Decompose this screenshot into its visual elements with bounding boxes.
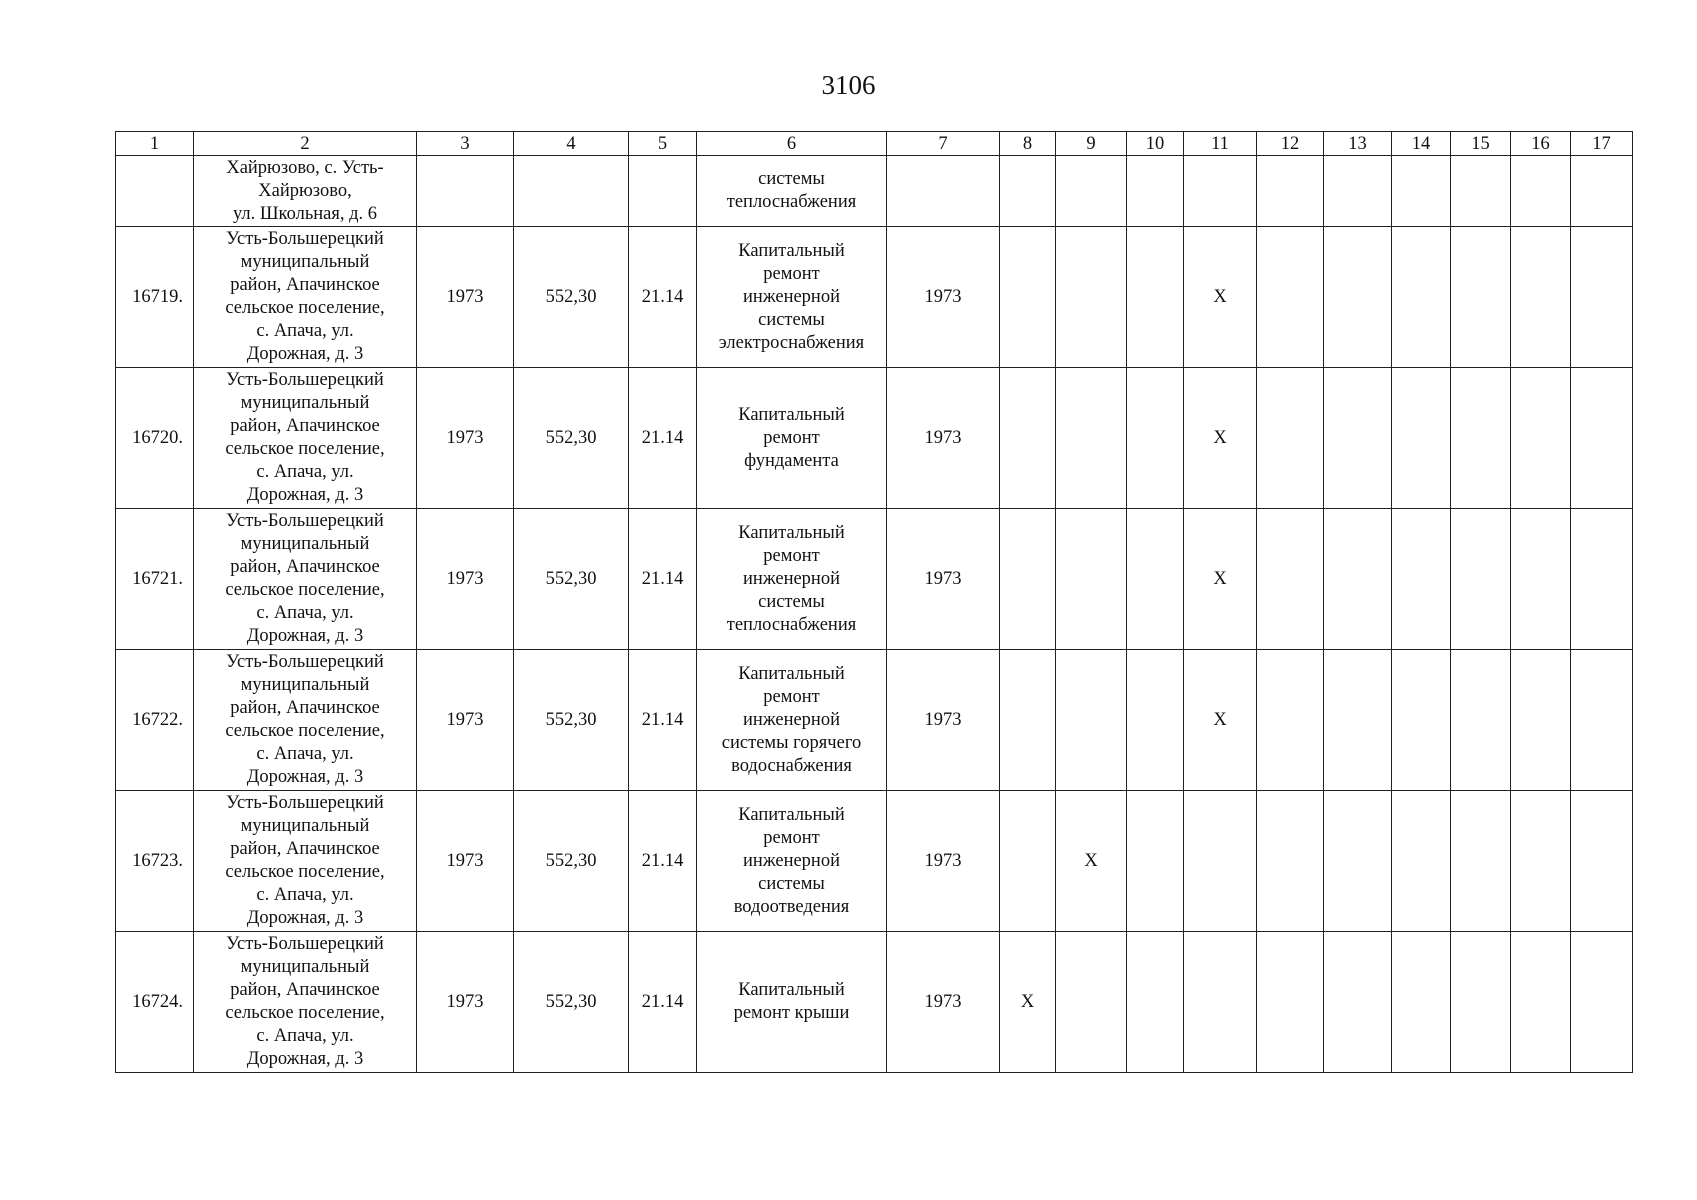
cell-area: 552,30 (514, 791, 629, 932)
cell-empty (1392, 156, 1451, 227)
cell-empty (1324, 650, 1392, 791)
cell-mark: X (1184, 227, 1257, 368)
cell-year: 1973 (417, 368, 514, 509)
cell-empty (1511, 932, 1571, 1073)
cell-empty (1571, 650, 1633, 791)
header-cell: 6 (697, 132, 887, 156)
cell-year (417, 156, 514, 227)
cell-empty (1056, 650, 1127, 791)
cell-empty (1056, 509, 1127, 650)
cell-empty (1511, 650, 1571, 791)
cell-address: Усть-Большерецкий муниципальный район, Апачинское сельское поселение, с. Апача, ул. Дорожная, д. 3 (194, 791, 417, 932)
header-cell: 8 (1000, 132, 1056, 156)
cell-year-2: 1973 (887, 932, 1000, 1073)
cell-empty (1056, 932, 1127, 1073)
cell-empty (1000, 156, 1056, 227)
header-cell: 13 (1324, 132, 1392, 156)
header-cell: 4 (514, 132, 629, 156)
cell-empty (1056, 156, 1127, 227)
cell-empty (1571, 932, 1633, 1073)
cell-work: системы теплоснабжения (697, 156, 887, 227)
header-cell: 12 (1257, 132, 1324, 156)
cell-empty (1392, 791, 1451, 932)
cell-num: 16719. (116, 227, 194, 368)
header-cell: 3 (417, 132, 514, 156)
header-cell: 1 (116, 132, 194, 156)
cell-empty (1257, 156, 1324, 227)
header-cell: 14 (1392, 132, 1451, 156)
cell-work: Капитальный ремонт инженерной системы горячего водоснабжения (697, 650, 887, 791)
cell-empty (1000, 509, 1056, 650)
cell-code: 21.14 (629, 650, 697, 791)
cell-mark: X (1184, 368, 1257, 509)
cell-empty (1571, 368, 1633, 509)
header-cell: 10 (1127, 132, 1184, 156)
cell-empty (1324, 932, 1392, 1073)
cell-num: 16723. (116, 791, 194, 932)
cell-empty (1511, 791, 1571, 932)
cell-empty (1127, 932, 1184, 1073)
cell-work: Капитальный ремонт инженерной системы теплоснабжения (697, 509, 887, 650)
cell-empty (1257, 650, 1324, 791)
cell-work: Капитальный ремонт фундамента (697, 368, 887, 509)
cell-empty (1451, 368, 1511, 509)
cell-empty (1000, 368, 1056, 509)
table-row-continuation (116, 156, 1633, 227)
cell-empty (1451, 932, 1511, 1073)
cell-empty (1184, 791, 1257, 932)
cell-code: 21.14 (629, 368, 697, 509)
cell-code: 21.14 (629, 227, 697, 368)
cell-area: 552,30 (514, 509, 629, 650)
cell-mark: X (1056, 791, 1127, 932)
cell-address: Усть-Большерецкий муниципальный район, Апачинское сельское поселение, с. Апача, ул. Дорожная, д. 3 (194, 650, 417, 791)
cell-empty (1451, 227, 1511, 368)
cell-mark: X (1184, 650, 1257, 791)
cell-work: Капитальный ремонт крыши (697, 932, 887, 1073)
cell-empty (1392, 509, 1451, 650)
cell-year: 1973 (417, 650, 514, 791)
cell-year-2: 1973 (887, 227, 1000, 368)
cell-empty (1127, 227, 1184, 368)
cell-year-2: 1973 (887, 509, 1000, 650)
table-row (116, 509, 1633, 650)
cell-work: Капитальный ремонт инженерной системы электроснабжения (697, 227, 887, 368)
cell-work: Капитальный ремонт инженерной системы водоотведения (697, 791, 887, 932)
cell-empty (1257, 227, 1324, 368)
cell-year: 1973 (417, 227, 514, 368)
cell-empty (1324, 509, 1392, 650)
cell-empty (1257, 368, 1324, 509)
cell-address: Усть-Большерецкий муниципальный район, Апачинское сельское поселение, с. Апача, ул. Дорожная, д. 3 (194, 509, 417, 650)
cell-empty (1571, 156, 1633, 227)
cell-empty (1056, 227, 1127, 368)
cell-address: Хайрюзово, с. Усть- Хайрюзово, ул. Школьная, д. 6 (194, 156, 417, 227)
cell-empty (1571, 227, 1633, 368)
cell-code: 21.14 (629, 509, 697, 650)
capital-repair-table (115, 131, 1633, 1073)
cell-area: 552,30 (514, 368, 629, 509)
cell-empty (1324, 227, 1392, 368)
cell-num (116, 156, 194, 227)
header-cell: 7 (887, 132, 1000, 156)
cell-empty (887, 156, 1000, 227)
cell-empty (1324, 791, 1392, 932)
header-row (116, 132, 1633, 156)
table-row (116, 368, 1633, 509)
table-row (116, 650, 1633, 791)
cell-empty (1511, 509, 1571, 650)
cell-code: 21.14 (629, 932, 697, 1073)
table-row (116, 932, 1633, 1073)
cell-empty (1000, 791, 1056, 932)
cell-empty (1451, 156, 1511, 227)
header-cell: 5 (629, 132, 697, 156)
cell-empty (1127, 791, 1184, 932)
cell-area: 552,30 (514, 932, 629, 1073)
cell-year-2: 1973 (887, 368, 1000, 509)
cell-num: 16721. (116, 509, 194, 650)
header-cell: 11 (1184, 132, 1257, 156)
cell-empty (1056, 368, 1127, 509)
cell-empty (1127, 650, 1184, 791)
cell-empty (1127, 509, 1184, 650)
cell-year-2: 1973 (887, 791, 1000, 932)
cell-empty (1127, 368, 1184, 509)
header-cell: 15 (1451, 132, 1511, 156)
cell-year: 1973 (417, 932, 514, 1073)
cell-empty (1511, 227, 1571, 368)
cell-num: 16722. (116, 650, 194, 791)
cell-empty (1451, 650, 1511, 791)
cell-empty (1257, 509, 1324, 650)
cell-empty (1451, 509, 1511, 650)
cell-mark: X (1000, 932, 1056, 1073)
cell-address: Усть-Большерецкий муниципальный район, Апачинское сельское поселение, с. Апача, ул. Дорожная, д. 3 (194, 368, 417, 509)
header-cell: 2 (194, 132, 417, 156)
cell-year-2: 1973 (887, 650, 1000, 791)
cell-address: Усть-Большерецкий муниципальный район, Апачинское сельское поселение, с. Апача, ул. Дорожная, д. 3 (194, 932, 417, 1073)
table-row (116, 791, 1633, 932)
cell-year: 1973 (417, 509, 514, 650)
cell-area (514, 156, 629, 227)
cell-empty (1511, 368, 1571, 509)
cell-empty (1324, 156, 1392, 227)
cell-empty (1392, 227, 1451, 368)
cell-empty (1451, 791, 1511, 932)
header-cell: 16 (1511, 132, 1571, 156)
cell-empty (1324, 368, 1392, 509)
cell-year: 1973 (417, 791, 514, 932)
header-cell: 17 (1571, 132, 1633, 156)
cell-empty (1392, 368, 1451, 509)
cell-code (629, 156, 697, 227)
cell-mark: X (1184, 509, 1257, 650)
cell-empty (1184, 156, 1257, 227)
cell-empty (1571, 509, 1633, 650)
cell-empty (1571, 791, 1633, 932)
cell-empty (1257, 932, 1324, 1073)
cell-num: 16720. (116, 368, 194, 509)
page-number: 3106 (821, 70, 876, 100)
cell-empty (1257, 791, 1324, 932)
header-cell: 9 (1056, 132, 1127, 156)
cell-empty (1000, 650, 1056, 791)
cell-empty (1511, 156, 1571, 227)
cell-address: Усть-Большерецкий муниципальный район, Апачинское сельское поселение, с. Апача, ул. Дорожная, д. 3 (194, 227, 417, 368)
cell-code: 21.14 (629, 791, 697, 932)
cell-empty (1000, 227, 1056, 368)
cell-empty (1392, 932, 1451, 1073)
cell-empty (1127, 156, 1184, 227)
table-row (116, 227, 1633, 368)
cell-area: 552,30 (514, 227, 629, 368)
cell-empty (1184, 932, 1257, 1073)
cell-empty (1392, 650, 1451, 791)
cell-num: 16724. (116, 932, 194, 1073)
cell-area: 552,30 (514, 650, 629, 791)
